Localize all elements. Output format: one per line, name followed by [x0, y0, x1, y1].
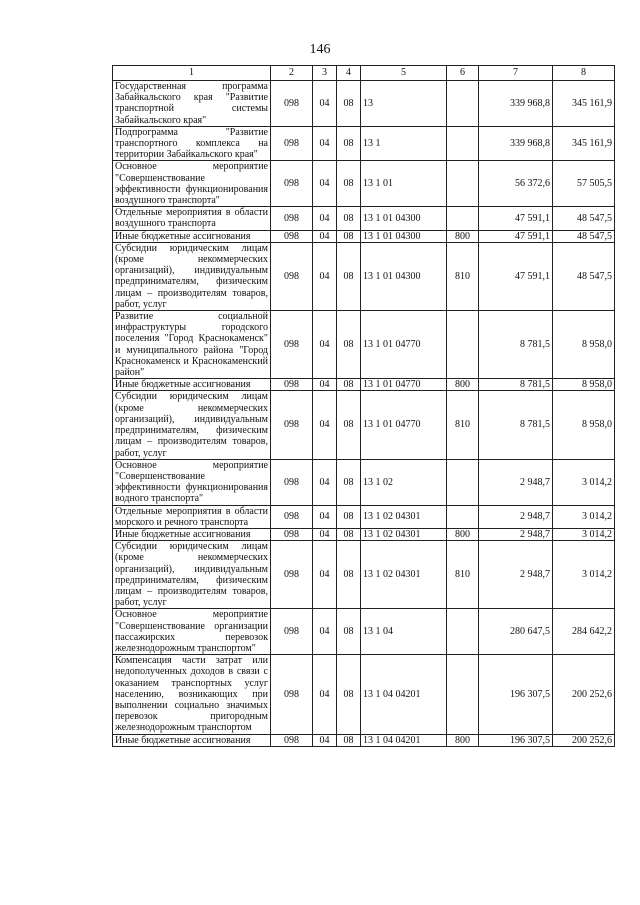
row-name-cell: Иные бюджетные ассигнования — [113, 379, 271, 391]
subsection-code-cell: 08 — [337, 609, 361, 655]
expense-type-code-cell: 800 — [447, 379, 479, 391]
section-code-cell: 04 — [313, 311, 337, 379]
amount-year2-cell: 48 547,5 — [553, 230, 615, 242]
amount-year2-cell: 3 014,2 — [553, 541, 615, 609]
target-article-code-cell: 13 1 01 04770 — [361, 379, 447, 391]
budget-admin-code-cell: 098 — [271, 528, 313, 540]
table-header — [113, 66, 615, 81]
budget-admin-code-cell: 098 — [271, 655, 313, 734]
section-code-cell: 04 — [313, 505, 337, 528]
section-code-cell: 04 — [313, 81, 337, 127]
target-article-code-cell: 13 1 01 04300 — [361, 242, 447, 310]
expense-type-code-cell: 800 — [447, 734, 479, 746]
column-header: 3 — [313, 66, 337, 81]
amount-year1-cell: 47 591,1 — [479, 242, 553, 310]
row-name-cell: Развитие социальной инфраструктуры городского поселения "Город Краснокаменск" и муниципального района "Город Краснокаменск и Краснокаменский район" — [113, 311, 271, 379]
target-article-code-cell: 13 1 02 04301 — [361, 528, 447, 540]
target-article-code-cell: 13 1 04 — [361, 609, 447, 655]
row-name-cell: Субсидии юридическим лицам (кроме некоммерческих организаций), индивидуальным предпринимателям, физическим лицам – производителям товаров, работ, услуг — [113, 242, 271, 310]
budget-admin-code-cell: 098 — [271, 81, 313, 127]
column-header: 8 — [553, 66, 615, 81]
column-header: 6 — [447, 66, 479, 81]
section-code-cell: 04 — [313, 459, 337, 505]
row-name-cell: Основное мероприятие "Совершенствование организации пассажирских перевозок железнодорожным транспортом" — [113, 609, 271, 655]
table-row — [113, 242, 615, 310]
amount-year1-cell: 196 307,5 — [479, 655, 553, 734]
expense-type-code-cell — [447, 505, 479, 528]
target-article-code-cell: 13 — [361, 81, 447, 127]
budget-admin-code-cell: 098 — [271, 207, 313, 230]
amount-year1-cell: 8 781,5 — [479, 391, 553, 459]
section-code-cell: 04 — [313, 541, 337, 609]
subsection-code-cell: 08 — [337, 230, 361, 242]
table-row — [113, 734, 615, 746]
page-number: 146 — [309, 42, 331, 57]
target-article-code-cell: 13 1 02 04301 — [361, 541, 447, 609]
row-name-cell: Иные бюджетные ассигнования — [113, 528, 271, 540]
row-name-cell: Основное мероприятие "Совершенствование эффективности функционирования воздушного транспорта" — [113, 161, 271, 207]
column-header: 5 — [361, 66, 447, 81]
expense-type-code-cell: 810 — [447, 391, 479, 459]
subsection-code-cell: 08 — [337, 379, 361, 391]
expense-type-code-cell — [447, 161, 479, 207]
row-name-cell: Иные бюджетные ассигнования — [113, 230, 271, 242]
expense-type-code-cell: 810 — [447, 541, 479, 609]
target-article-code-cell: 13 1 01 04300 — [361, 207, 447, 230]
budget-admin-code-cell: 098 — [271, 609, 313, 655]
table-row — [113, 311, 615, 379]
amount-year1-cell: 47 591,1 — [479, 207, 553, 230]
table-row — [113, 391, 615, 459]
expense-type-code-cell — [447, 655, 479, 734]
amount-year2-cell: 3 014,2 — [553, 528, 615, 540]
target-article-code-cell: 13 1 04 04201 — [361, 734, 447, 746]
amount-year2-cell: 8 958,0 — [553, 379, 615, 391]
target-article-code-cell: 13 1 02 — [361, 459, 447, 505]
table-body — [113, 81, 615, 747]
table-row — [113, 161, 615, 207]
budget-admin-code-cell: 098 — [271, 459, 313, 505]
target-article-code-cell: 13 1 04 04201 — [361, 655, 447, 734]
section-code-cell: 04 — [313, 391, 337, 459]
expense-type-code-cell: 800 — [447, 528, 479, 540]
section-code-cell: 04 — [313, 528, 337, 540]
amount-year1-cell: 8 781,5 — [479, 311, 553, 379]
table-row — [113, 541, 615, 609]
amount-year1-cell: 8 781,5 — [479, 379, 553, 391]
section-code-cell: 04 — [313, 161, 337, 207]
expense-type-code-cell — [447, 459, 479, 505]
table-row — [113, 655, 615, 734]
amount-year2-cell: 8 958,0 — [553, 391, 615, 459]
amount-year2-cell: 48 547,5 — [553, 242, 615, 310]
table-row — [113, 230, 615, 242]
row-name-cell: Государственная программа Забайкальского края "Развитие транспортной системы Забайкальского края" — [113, 81, 271, 127]
section-code-cell: 04 — [313, 242, 337, 310]
budget-admin-code-cell: 098 — [271, 242, 313, 310]
amount-year1-cell: 2 948,7 — [479, 528, 553, 540]
row-name-cell: Отдельные мероприятия в области воздушного транспорта — [113, 207, 271, 230]
amount-year2-cell: 48 547,5 — [553, 207, 615, 230]
budget-admin-code-cell: 098 — [271, 161, 313, 207]
amount-year1-cell: 56 372,6 — [479, 161, 553, 207]
subsection-code-cell: 08 — [337, 734, 361, 746]
subsection-code-cell: 08 — [337, 311, 361, 379]
expense-type-code-cell — [447, 609, 479, 655]
budget-admin-code-cell: 098 — [271, 505, 313, 528]
column-header: 4 — [337, 66, 361, 81]
amount-year2-cell: 345 161,9 — [553, 126, 615, 161]
row-name-cell: Иные бюджетные ассигнования — [113, 734, 271, 746]
target-article-code-cell: 13 1 01 04770 — [361, 311, 447, 379]
budget-admin-code-cell: 098 — [271, 391, 313, 459]
subsection-code-cell: 08 — [337, 242, 361, 310]
target-article-code-cell: 13 1 01 04300 — [361, 230, 447, 242]
expense-type-code-cell — [447, 81, 479, 127]
amount-year1-cell: 47 591,1 — [479, 230, 553, 242]
amount-year1-cell: 339 968,8 — [479, 81, 553, 127]
amount-year1-cell: 196 307,5 — [479, 734, 553, 746]
table-row — [113, 609, 615, 655]
row-name-cell: Субсидии юридическим лицам (кроме некоммерческих организаций), индивидуальным предпринимателям, физическим лицам – производителям товаров, работ, услуг — [113, 541, 271, 609]
section-code-cell: 04 — [313, 655, 337, 734]
row-name-cell: Субсидии юридическим лицам (кроме некоммерческих организаций), индивидуальным предпринимателям, физическим лицам – производителям товаров, работ, услуг — [113, 391, 271, 459]
expense-type-code-cell: 800 — [447, 230, 479, 242]
section-code-cell: 04 — [313, 207, 337, 230]
budget-admin-code-cell: 098 — [271, 541, 313, 609]
subsection-code-cell: 08 — [337, 528, 361, 540]
amount-year1-cell: 339 968,8 — [479, 126, 553, 161]
column-header: 7 — [479, 66, 553, 81]
row-name-cell: Отдельные мероприятия в области морского и речного транспорта — [113, 505, 271, 528]
expense-type-code-cell — [447, 126, 479, 161]
budget-admin-code-cell: 098 — [271, 379, 313, 391]
subsection-code-cell: 08 — [337, 126, 361, 161]
table-row — [113, 207, 615, 230]
row-name-cell: Компенсация части затрат или недополученных доходов в связи с оказанием транспортных услуг населению, возникающих при выполнении социально значимых перевозок пригородным железнодорожным транспортом — [113, 655, 271, 734]
target-article-code-cell: 13 1 — [361, 126, 447, 161]
target-article-code-cell: 13 1 02 04301 — [361, 505, 447, 528]
subsection-code-cell: 08 — [337, 161, 361, 207]
budget-admin-code-cell: 098 — [271, 734, 313, 746]
expense-type-code-cell — [447, 207, 479, 230]
amount-year2-cell: 57 505,5 — [553, 161, 615, 207]
budget-admin-code-cell: 098 — [271, 230, 313, 242]
subsection-code-cell: 08 — [337, 391, 361, 459]
target-article-code-cell: 13 1 01 04770 — [361, 391, 447, 459]
subsection-code-cell: 08 — [337, 505, 361, 528]
amount-year1-cell: 2 948,7 — [479, 541, 553, 609]
amount-year2-cell: 284 642,2 — [553, 609, 615, 655]
table-row — [113, 379, 615, 391]
section-code-cell: 04 — [313, 379, 337, 391]
section-code-cell: 04 — [313, 126, 337, 161]
subsection-code-cell: 08 — [337, 459, 361, 505]
amount-year1-cell: 280 647,5 — [479, 609, 553, 655]
amount-year2-cell: 200 252,6 — [553, 655, 615, 734]
expense-type-code-cell — [447, 311, 479, 379]
column-header: 1 — [113, 66, 271, 81]
subsection-code-cell: 08 — [337, 207, 361, 230]
amount-year2-cell: 8 958,0 — [553, 311, 615, 379]
row-name-cell: Основное мероприятие "Совершенствование эффективности функционирования водного транспорта" — [113, 459, 271, 505]
expense-type-code-cell: 810 — [447, 242, 479, 310]
section-code-cell: 04 — [313, 609, 337, 655]
table-row — [113, 126, 615, 161]
table-row — [113, 459, 615, 505]
budget-admin-code-cell: 098 — [271, 126, 313, 161]
table-row — [113, 528, 615, 540]
amount-year2-cell: 200 252,6 — [553, 734, 615, 746]
row-name-cell: Подпрограмма "Развитие транспортного комплекса на территории Забайкальского края" — [113, 126, 271, 161]
subsection-code-cell: 08 — [337, 541, 361, 609]
subsection-code-cell: 08 — [337, 655, 361, 734]
section-code-cell: 04 — [313, 734, 337, 746]
budget-admin-code-cell: 098 — [271, 311, 313, 379]
table-row — [113, 81, 615, 127]
header-row — [113, 66, 615, 81]
amount-year2-cell: 3 014,2 — [553, 459, 615, 505]
amount-year2-cell: 345 161,9 — [553, 81, 615, 127]
amount-year1-cell: 2 948,7 — [479, 459, 553, 505]
amount-year2-cell: 3 014,2 — [553, 505, 615, 528]
table-row — [113, 505, 615, 528]
column-header: 2 — [271, 66, 313, 81]
budget-table — [112, 65, 615, 747]
amount-year1-cell: 2 948,7 — [479, 505, 553, 528]
target-article-code-cell: 13 1 01 — [361, 161, 447, 207]
section-code-cell: 04 — [313, 230, 337, 242]
subsection-code-cell: 08 — [337, 81, 361, 127]
